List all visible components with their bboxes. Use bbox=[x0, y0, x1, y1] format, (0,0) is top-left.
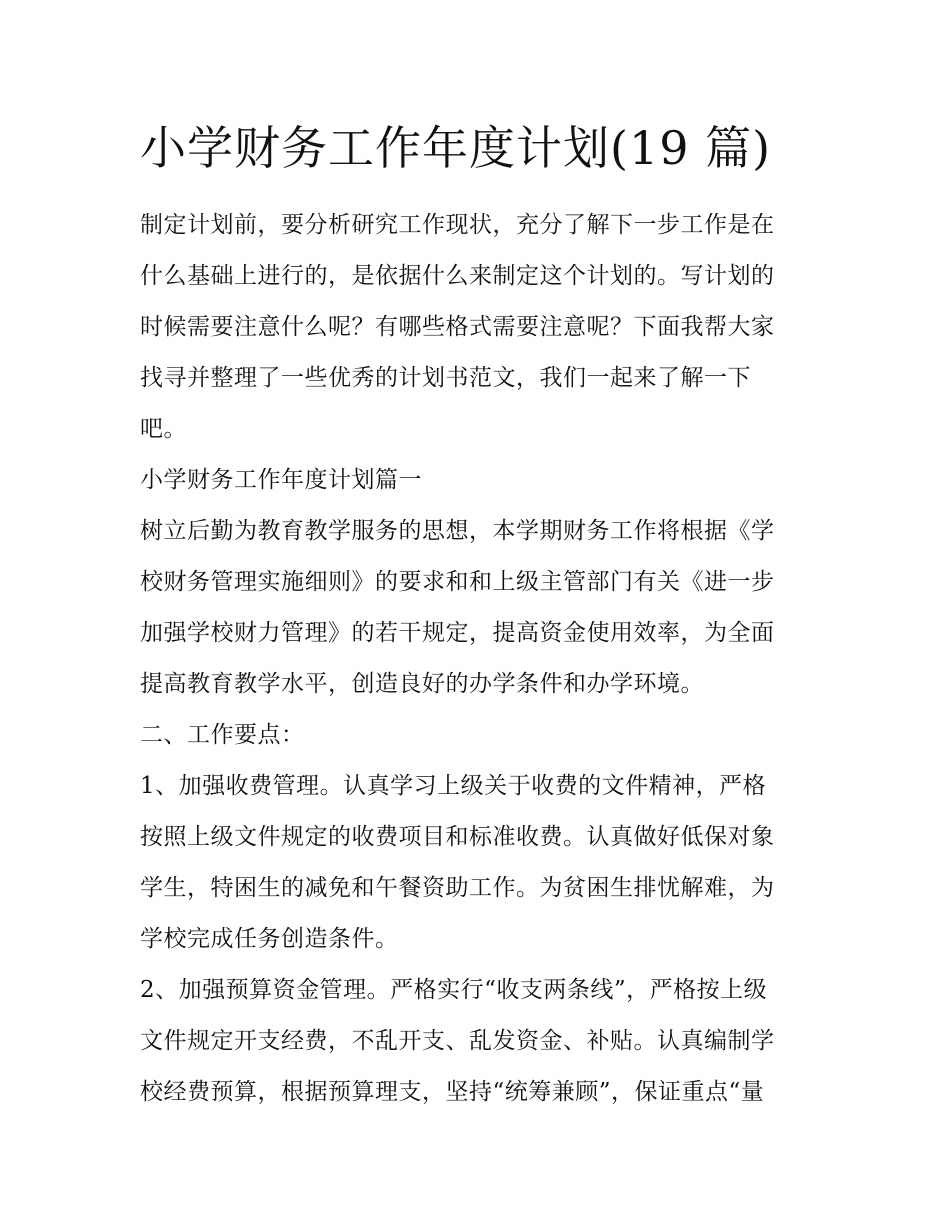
body-line: 什么基础上进行的，是依据什么来制定这个计划的。写计划的 bbox=[140, 263, 775, 289]
body-line: 时候需要注意什么呢？有哪些格式需要注意呢？下面我帮大家 bbox=[140, 314, 775, 340]
body-line: 吧。 bbox=[140, 416, 187, 442]
body-line: 树立后勤为教育教学服务的思想，本学期财务工作将根据《学 bbox=[140, 518, 775, 544]
section-heading: 二、工作要点： bbox=[140, 722, 305, 748]
body-line: 加强学校财力管理》的若干规定，提高资金使用效率，为全面 bbox=[140, 620, 775, 646]
document-body bbox=[140, 200, 812, 1118]
body-line: 学校完成任务创造条件。 bbox=[140, 926, 399, 952]
section-heading: 小学财务工作年度计划篇一 bbox=[140, 467, 422, 493]
body-line: 学生，特困生的减免和午餐资助工作。为贫困生排忧解难，为 bbox=[140, 875, 775, 901]
body-line: 1、加强收费管理。认真学习上级关于收费的文件精神，严格 bbox=[140, 773, 767, 799]
body-line: 文件规定开支经费，不乱开支、乱发资金、补贴。认真编制学 bbox=[140, 1028, 775, 1054]
body-line: 制定计划前，要分析研究工作现状，充分了解下一步工作是在 bbox=[140, 212, 775, 238]
body-line: 2、加强预算资金管理。严格实行“收支两条线”，严格按上级 bbox=[140, 977, 768, 1003]
body-line: 按照上级文件规定的收费项目和标准收费。认真做好低保对象 bbox=[140, 824, 775, 850]
body-line: 校财务管理实施细则》的要求和和上级主管部门有关《进一步 bbox=[140, 569, 775, 595]
body-line: 找寻并整理了一些优秀的计划书范文，我们一起来了解一下 bbox=[140, 365, 751, 391]
body-line: 提高教育教学水平，创造良好的办学条件和办学环境。 bbox=[140, 671, 704, 697]
document-title: 小学财务工作年度计划(19 篇) bbox=[140, 121, 772, 175]
body-line: 校经费预算，根据预算理支，坚持“统筹兼顾”，保证重点“量 bbox=[140, 1079, 765, 1105]
